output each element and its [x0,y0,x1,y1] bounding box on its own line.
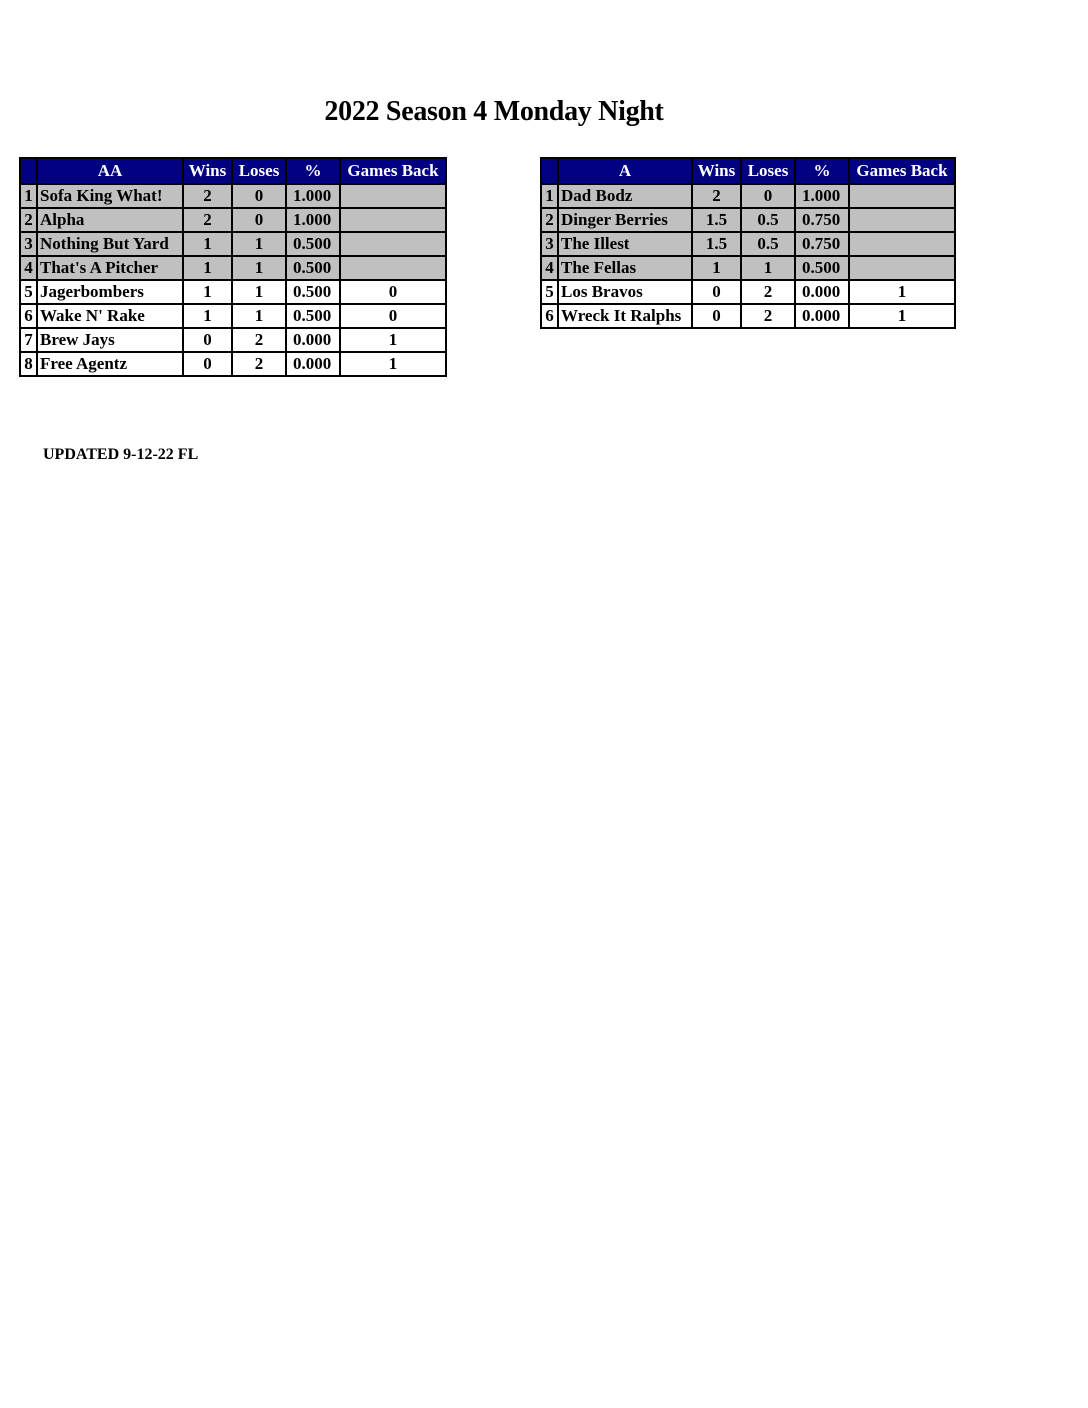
loses-cell: 1 [232,304,286,328]
page-title: 2022 Season 4 Monday Night [324,96,664,127]
wins-cell: 2 [692,184,741,208]
pct-cell: 0.500 [286,280,340,304]
table-row [20,208,446,232]
table-row [541,256,955,280]
table-row [541,304,955,328]
loses-cell: 0 [232,208,286,232]
pct-cell: 0.750 [795,208,849,232]
a-pct-header: % [795,158,849,184]
team-name-cell: Los Bravos [558,280,692,304]
table-row [20,328,446,352]
updated-note: UPDATED 9-12-22 FL [43,446,199,463]
wins-cell: 0 [183,352,232,376]
games-back-cell: 0 [340,304,446,328]
loses-cell: 2 [741,280,795,304]
loses-cell: 0 [232,184,286,208]
pct-cell: 0.500 [286,232,340,256]
loses-cell: 2 [232,328,286,352]
a-rank-header [541,158,558,184]
aa-rank-header [20,158,37,184]
rank-cell: 8 [20,352,37,376]
rank-cell: 6 [541,304,558,328]
rank-cell: 5 [20,280,37,304]
a-wins-header: Wins [692,158,741,184]
team-name-cell: Nothing But Yard [37,232,183,256]
games-back-cell [849,256,955,280]
table-row [541,280,955,304]
aa-table-body [20,184,446,376]
pct-cell: 0.000 [286,328,340,352]
aa-wins-header: Wins [183,158,232,184]
team-name-cell: Alpha [37,208,183,232]
wins-cell: 1 [183,280,232,304]
games-back-cell [849,232,955,256]
team-name-cell: Dad Bodz [558,184,692,208]
games-back-cell [849,208,955,232]
loses-cell: 0.5 [741,208,795,232]
games-back-cell [340,256,446,280]
aa-header-row [20,158,446,184]
table-row [541,208,955,232]
pct-cell: 0.750 [795,232,849,256]
pct-cell: 0.500 [286,256,340,280]
games-back-cell [849,184,955,208]
table-row [541,184,955,208]
games-back-cell [340,184,446,208]
rank-cell: 4 [541,256,558,280]
games-back-cell: 1 [849,304,955,328]
loses-cell: 1 [232,280,286,304]
table-row [20,184,446,208]
pct-cell: 0.000 [286,352,340,376]
aa-pct-header: % [286,158,340,184]
wins-cell: 0 [692,304,741,328]
aa-loses-header: Loses [232,158,286,184]
aa-games-back-header: Games Back [340,158,446,184]
wins-cell: 1 [183,256,232,280]
rank-cell: 6 [20,304,37,328]
pct-cell: 1.000 [795,184,849,208]
rank-cell: 5 [541,280,558,304]
team-name-cell: Jagerbombers [37,280,183,304]
games-back-cell: 1 [340,352,446,376]
wins-cell: 2 [183,208,232,232]
wins-cell: 1 [692,256,741,280]
rank-cell: 2 [20,208,37,232]
wins-cell: 1.5 [692,208,741,232]
rank-cell: 3 [541,232,558,256]
loses-cell: 2 [741,304,795,328]
table-row [20,232,446,256]
rank-cell: 3 [20,232,37,256]
table-row [20,280,446,304]
team-name-cell: Free Agentz [37,352,183,376]
rank-cell: 2 [541,208,558,232]
aa-standings-table [19,157,447,377]
games-back-cell: 0 [340,280,446,304]
pct-cell: 0.000 [795,304,849,328]
rank-cell: 4 [20,256,37,280]
team-name-cell: That's A Pitcher [37,256,183,280]
rank-cell: 1 [541,184,558,208]
wins-cell: 1 [183,232,232,256]
pct-cell: 0.500 [795,256,849,280]
table-row [20,352,446,376]
table-row [541,232,955,256]
a-table-body [541,184,955,328]
team-name-cell: The Fellas [558,256,692,280]
a-loses-header: Loses [741,158,795,184]
team-name-cell: Wreck It Ralphs [558,304,692,328]
team-name-cell: The Illest [558,232,692,256]
loses-cell: 0.5 [741,232,795,256]
team-name-cell: Dinger Berries [558,208,692,232]
games-back-cell: 1 [849,280,955,304]
a-standings-table [540,157,956,329]
a-header-row [541,158,955,184]
loses-cell: 1 [232,256,286,280]
team-name-cell: Brew Jays [37,328,183,352]
games-back-cell [340,208,446,232]
pct-cell: 1.000 [286,184,340,208]
a-division-header: A [558,158,692,184]
rank-cell: 1 [20,184,37,208]
aa-division-header: AA [37,158,183,184]
wins-cell: 0 [183,328,232,352]
a-games-back-header: Games Back [849,158,955,184]
team-name-cell: Sofa King What! [37,184,183,208]
loses-cell: 1 [741,256,795,280]
team-name-cell: Wake N' Rake [37,304,183,328]
loses-cell: 2 [232,352,286,376]
wins-cell: 0 [692,280,741,304]
loses-cell: 0 [741,184,795,208]
table-row [20,256,446,280]
games-back-cell [340,232,446,256]
wins-cell: 2 [183,184,232,208]
pct-cell: 0.500 [286,304,340,328]
wins-cell: 1 [183,304,232,328]
pct-cell: 0.000 [795,280,849,304]
games-back-cell: 1 [340,328,446,352]
pct-cell: 1.000 [286,208,340,232]
loses-cell: 1 [232,232,286,256]
rank-cell: 7 [20,328,37,352]
table-row [20,304,446,328]
wins-cell: 1.5 [692,232,741,256]
